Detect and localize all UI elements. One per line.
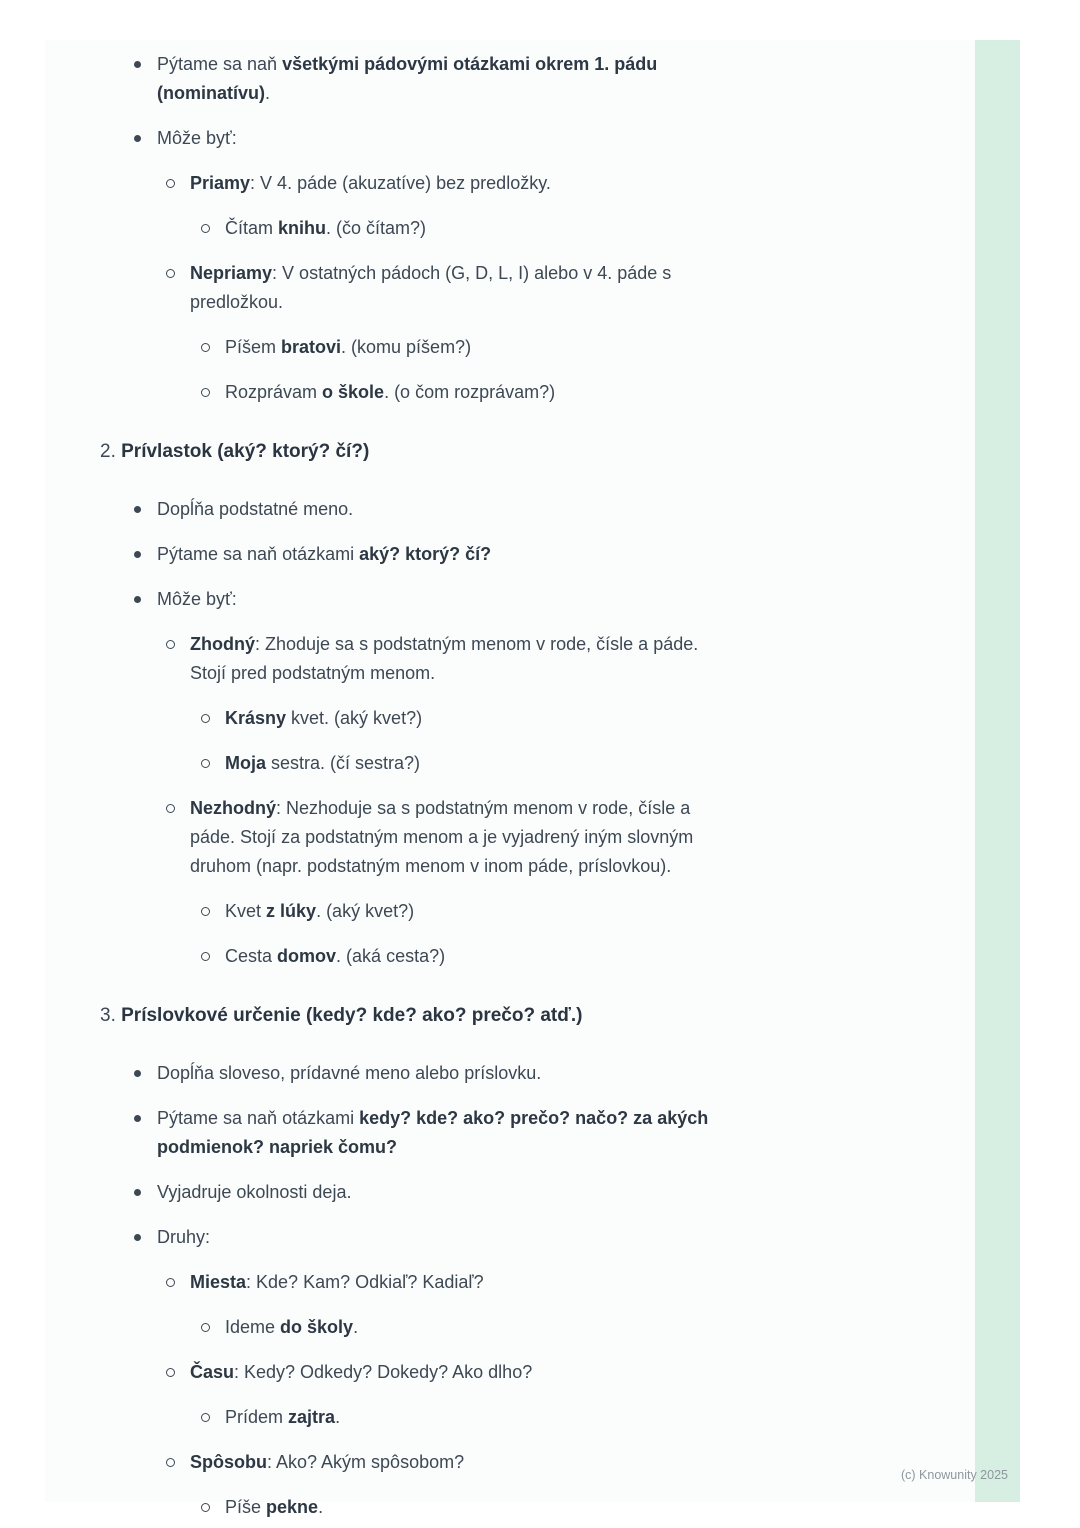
list-level-1: [100, 495, 740, 971]
list-level-1: [100, 50, 740, 407]
list-item-text: [157, 1059, 740, 1088]
text: Môže byť:: [157, 128, 237, 148]
text: Píše: [225, 1497, 267, 1517]
heading-number: 2.: [100, 441, 122, 462]
list-item: [190, 259, 740, 407]
text: . (komu píšem?): [341, 337, 472, 357]
bold-text: domov: [277, 946, 337, 966]
list-item-text: [225, 378, 740, 407]
text: : Zhoduje sa s podstatným menom v rode, čísle a páde.: [255, 634, 699, 654]
list-item: [190, 169, 740, 243]
list-item-text: [190, 259, 740, 317]
list-level-2: [157, 1268, 740, 1522]
list-item: [225, 1403, 740, 1432]
text: Môže byť:: [157, 589, 237, 609]
list-item: [157, 585, 740, 971]
bold-text: Moja: [225, 753, 267, 773]
list-item: [225, 897, 740, 926]
text: Dopĺňa sloveso, prídavné meno alebo príslovku.: [157, 1063, 542, 1083]
text: sestra. (čí sestra?): [266, 753, 421, 773]
text: Pýtame sa naň otázkami: [157, 544, 360, 564]
bold-text: zajtra: [288, 1407, 336, 1427]
text: .: [353, 1317, 359, 1337]
list-item-text: [157, 1223, 740, 1252]
section-heading: [100, 437, 740, 467]
text: . (aký kvet?): [316, 901, 415, 921]
list-level-1: [100, 1059, 740, 1522]
list-item-text: [190, 1358, 740, 1387]
list-item-text: [157, 540, 740, 569]
list-level-3: [190, 333, 740, 407]
list-item: [225, 214, 740, 243]
list-item-text: [190, 1268, 740, 1297]
list-item: [157, 495, 740, 524]
list-item: [157, 540, 740, 569]
list-item: [190, 794, 740, 971]
bold-text: kedy? kde? ako? prečo? načo? za akých podmienok? napriek čomu?: [157, 1108, 709, 1157]
text: : Kde? Kam? Odkiaľ? Kadiaľ?: [246, 1272, 484, 1292]
bold-text: Príslovkové určenie (kedy? kde? ako? prečo? atď.): [121, 1005, 583, 1026]
bold-text: pekne: [266, 1497, 319, 1517]
list-item-text: [157, 585, 740, 614]
list-level-2: [157, 630, 740, 971]
text: : Nezhoduje sa s podstatným menom v rode, čísle a páde. Stojí za podstatným menom a je vyjadrený iným slovným druhom (napr. podstatným menom v inom páde, príslovkou).: [190, 798, 694, 876]
text: Rozprávam: [225, 382, 323, 402]
document-content: [100, 50, 740, 1528]
list-item-text: [157, 124, 740, 153]
list-item: [225, 704, 740, 733]
list-item: [225, 333, 740, 362]
bold-text: Zhodný: [190, 634, 255, 654]
bold-text: Priamy: [190, 173, 251, 193]
list-item-text: [157, 495, 740, 524]
list-item-text: [225, 749, 740, 778]
list-item-text: [190, 794, 740, 881]
list-item-text: [157, 1178, 740, 1207]
list-level-3: [190, 704, 740, 778]
list-item-text: [190, 1448, 740, 1477]
text: Stojí pred podstatným menom.: [190, 663, 436, 683]
text: Ideme: [225, 1317, 281, 1337]
text: Píšem: [225, 337, 282, 357]
decorative-green-strip: [975, 40, 1020, 1502]
text: : Ako? Akým spôsobom?: [267, 1452, 465, 1472]
text: : V 4. páde (akuzatíve) bez predložky.: [250, 173, 551, 193]
list-item: [157, 124, 740, 407]
text: Cesta: [225, 946, 278, 966]
bold-text: všetkými pádovými otázkami okrem 1. pádu (nominatívu): [157, 54, 658, 103]
list-item: [225, 749, 740, 778]
text: Kvet: [225, 901, 267, 921]
bold-text: z lúky: [266, 901, 317, 921]
list-level-2: [157, 169, 740, 407]
text: : Kedy? Odkedy? Dokedy? Ako dlho?: [234, 1362, 533, 1382]
list-item: [190, 1268, 740, 1342]
bold-text: Prívlastok (aký? ktorý? čí?): [121, 441, 370, 462]
bold-text: Nepriamy: [190, 263, 273, 283]
bold-text: Miesta: [190, 1272, 247, 1292]
list-item: [190, 630, 740, 778]
list-item-text: [225, 1313, 740, 1342]
bold-text: aký? ktorý? čí?: [359, 544, 492, 564]
text: Pýtame sa naň otázkami: [157, 1108, 360, 1128]
text: . (aká cesta?): [336, 946, 446, 966]
list-item: [157, 50, 740, 108]
list-item-text: [157, 1104, 740, 1162]
list-level-3: [190, 214, 740, 243]
text: kvet. (aký kvet?): [286, 708, 423, 728]
list-item: [190, 1358, 740, 1432]
list-item: [157, 1104, 740, 1162]
bold-text: bratovi: [281, 337, 342, 357]
text: .: [335, 1407, 341, 1427]
text: .: [318, 1497, 324, 1517]
list-item: [157, 1223, 740, 1522]
text: . (čo čítam?): [326, 218, 427, 238]
list-item: [190, 1448, 740, 1522]
list-item-text: [157, 50, 740, 108]
list-item-text: [190, 169, 740, 198]
text: Pýtame sa naň: [157, 54, 283, 74]
bold-text: Krásny: [225, 708, 287, 728]
list-item: [225, 942, 740, 971]
list-level-3: [190, 1313, 740, 1342]
list-item: [157, 1178, 740, 1207]
text: .: [265, 83, 271, 103]
text: Čítam: [225, 218, 279, 238]
bold-text: Času: [190, 1362, 235, 1382]
bold-text: Spôsobu: [190, 1452, 267, 1472]
text: : V ostatných pádoch (G, D, L, I) alebo v 4. páde s predložkou.: [190, 263, 672, 312]
list-item-text: [225, 897, 740, 926]
text: . (o čom rozprávam?): [384, 382, 556, 402]
list-item-text: [225, 1403, 740, 1432]
list-item-text: [225, 704, 740, 733]
bold-text: knihu: [278, 218, 327, 238]
list-item-text: [225, 1493, 740, 1522]
watermark: (c) Knowunity 2025: [900, 1468, 1008, 1482]
text: Dopĺňa podstatné meno.: [157, 499, 354, 519]
list-level-3: [190, 1403, 740, 1432]
text: Vyjadruje okolnosti deja.: [157, 1182, 352, 1202]
list-item-text: [225, 333, 740, 362]
text: Prídem: [225, 1407, 289, 1427]
list-item-text: [225, 214, 740, 243]
bold-text: o škole: [322, 382, 385, 402]
section-heading: [100, 1001, 740, 1031]
text: Druhy:: [157, 1227, 211, 1247]
list-item-text: [225, 942, 740, 971]
list-level-3: [190, 897, 740, 971]
list-item: [225, 1493, 740, 1522]
list-item: [225, 1313, 740, 1342]
list-item: [225, 378, 740, 407]
bold-text: do školy: [280, 1317, 354, 1337]
bold-text: Nezhodný: [190, 798, 277, 818]
list-level-3: [190, 1493, 740, 1522]
heading-number: 3.: [100, 1005, 122, 1026]
list-item-text: [190, 630, 740, 688]
list-item: [157, 1059, 740, 1088]
